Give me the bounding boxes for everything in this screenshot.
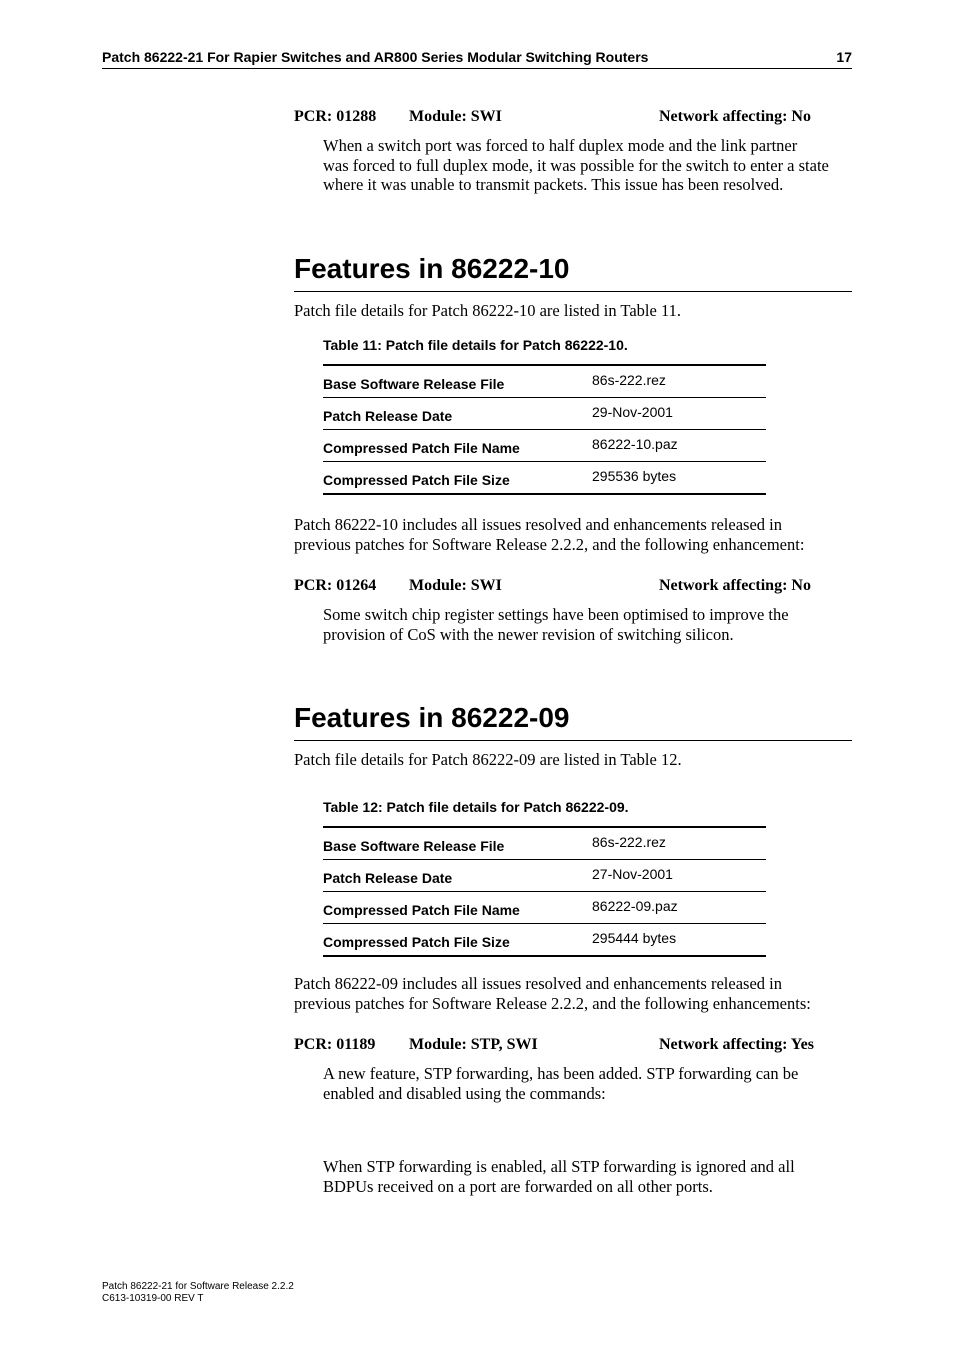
section-includes xyxy=(294,974,811,1013)
text-line: Patch 86222-10 includes all issues resolved and enhancements released in xyxy=(294,515,782,534)
section-heading: Features in 86222-10 xyxy=(294,253,852,292)
table-row xyxy=(323,892,766,924)
pcr-description-continued xyxy=(323,1157,795,1196)
table-row xyxy=(323,924,766,957)
table-value: 86s-222.rez xyxy=(592,365,766,398)
pcr-description xyxy=(323,1064,798,1103)
text-line: enabled and disabled using the commands: xyxy=(323,1083,606,1103)
text-line: where it was unable to transmit packets. This issue has been resolved. xyxy=(323,175,784,194)
header-title: Patch 86222-21 For Rapier Switches and AR800 Series Modular Switching Routers xyxy=(102,49,649,65)
text-line: Some switch chip register settings have been optimised to improve the xyxy=(323,605,789,624)
table-value: 295444 bytes xyxy=(592,929,677,946)
text-line: A new feature, STP forwarding, has been added. STP forwarding can be xyxy=(323,1064,799,1083)
table-value: 86222-09.paz xyxy=(592,892,766,924)
table-key: Base Software Release File xyxy=(323,365,592,398)
footer-line: C613-10319-00 REV T xyxy=(102,1293,204,1304)
table-row xyxy=(323,398,766,430)
section-intro xyxy=(294,301,681,321)
pcr-network-affecting: Network affecting: No xyxy=(659,577,811,594)
table-row xyxy=(323,430,766,462)
section-intro xyxy=(294,750,682,770)
text-line: previous patches for Software Release 2.2.2, and the following enhancement: xyxy=(294,534,805,554)
pcr-number: PCR: 01189 xyxy=(294,1036,376,1053)
text-line: BDPUs received on a port are forwarded on all other ports. xyxy=(323,1176,713,1196)
page-footer xyxy=(102,1281,294,1305)
pcr-number: PCR: 01288 xyxy=(294,108,377,125)
pcr-network-affecting: Network affecting: Yes xyxy=(659,1036,814,1053)
table-key: Compressed Patch File Name xyxy=(323,430,592,462)
patch-details-table xyxy=(323,364,766,495)
pcr-description xyxy=(323,605,789,644)
table-value: 295536 bytes xyxy=(592,467,677,484)
pcr-heading xyxy=(294,577,854,597)
table-row xyxy=(323,827,766,860)
table-value: 27-Nov-2001 xyxy=(592,860,766,892)
pcr-description xyxy=(323,136,829,195)
table-row xyxy=(323,860,766,892)
table-value: 29-Nov-2001 xyxy=(592,398,766,430)
table-key: Base Software Release File xyxy=(323,827,592,860)
text-line: Patch 86222-09 includes all issues resolved and enhancements released in xyxy=(294,974,782,993)
pcr-number: PCR: 01264 xyxy=(294,577,377,594)
pcr-heading xyxy=(294,1036,854,1056)
table-key: Compressed Patch File Size xyxy=(323,471,510,488)
table-row xyxy=(323,365,766,398)
text-line: was forced to full duplex mode, it was possible for the switch to enter a state xyxy=(323,155,829,175)
pcr-module: Module: SWI xyxy=(409,577,502,594)
text-line: previous patches for Software Release 2.2.2, and the following enhancements: xyxy=(294,993,811,1013)
pcr-module: Module: SWI xyxy=(409,108,502,125)
pcr-network-affecting: Network affecting: No xyxy=(659,108,811,125)
pcr-heading xyxy=(294,108,854,128)
text-line: When a switch port was forced to half duplex mode and the link partner xyxy=(323,136,798,155)
section-includes xyxy=(294,515,804,554)
text-line: provision of CoS with the newer revision of switching silicon. xyxy=(323,624,734,644)
table-value: 86s-222.rez xyxy=(592,827,766,860)
pcr-module: Module: STP, SWI xyxy=(409,1036,538,1053)
table-key: Patch Release Date xyxy=(323,860,592,892)
table-key: Patch Release Date xyxy=(323,398,592,430)
section-heading: Features in 86222-09 xyxy=(294,702,852,741)
table-caption: Table 12: Patch file details for Patch 86222-09. xyxy=(323,799,629,815)
text-line: Patch file details for Patch 86222-09 are listed in Table 12. xyxy=(294,750,682,769)
patch-details-table xyxy=(323,826,766,957)
page-header xyxy=(102,48,852,69)
text-line: Patch file details for Patch 86222-10 are listed in Table 11. xyxy=(294,301,681,320)
table-key: Compressed Patch File Name xyxy=(323,892,592,924)
footer-line: Patch 86222-21 for Software Release 2.2.2 xyxy=(102,1281,294,1292)
page-number: 17 xyxy=(836,49,852,65)
table-value: 86222-10.paz xyxy=(592,430,766,462)
table-row xyxy=(323,462,766,495)
table-key: Compressed Patch File Size xyxy=(323,933,510,950)
text-line: When STP forwarding is enabled, all STP forwarding is ignored and all xyxy=(323,1157,795,1176)
table-caption: Table 11: Patch file details for Patch 86222-10. xyxy=(323,337,628,353)
